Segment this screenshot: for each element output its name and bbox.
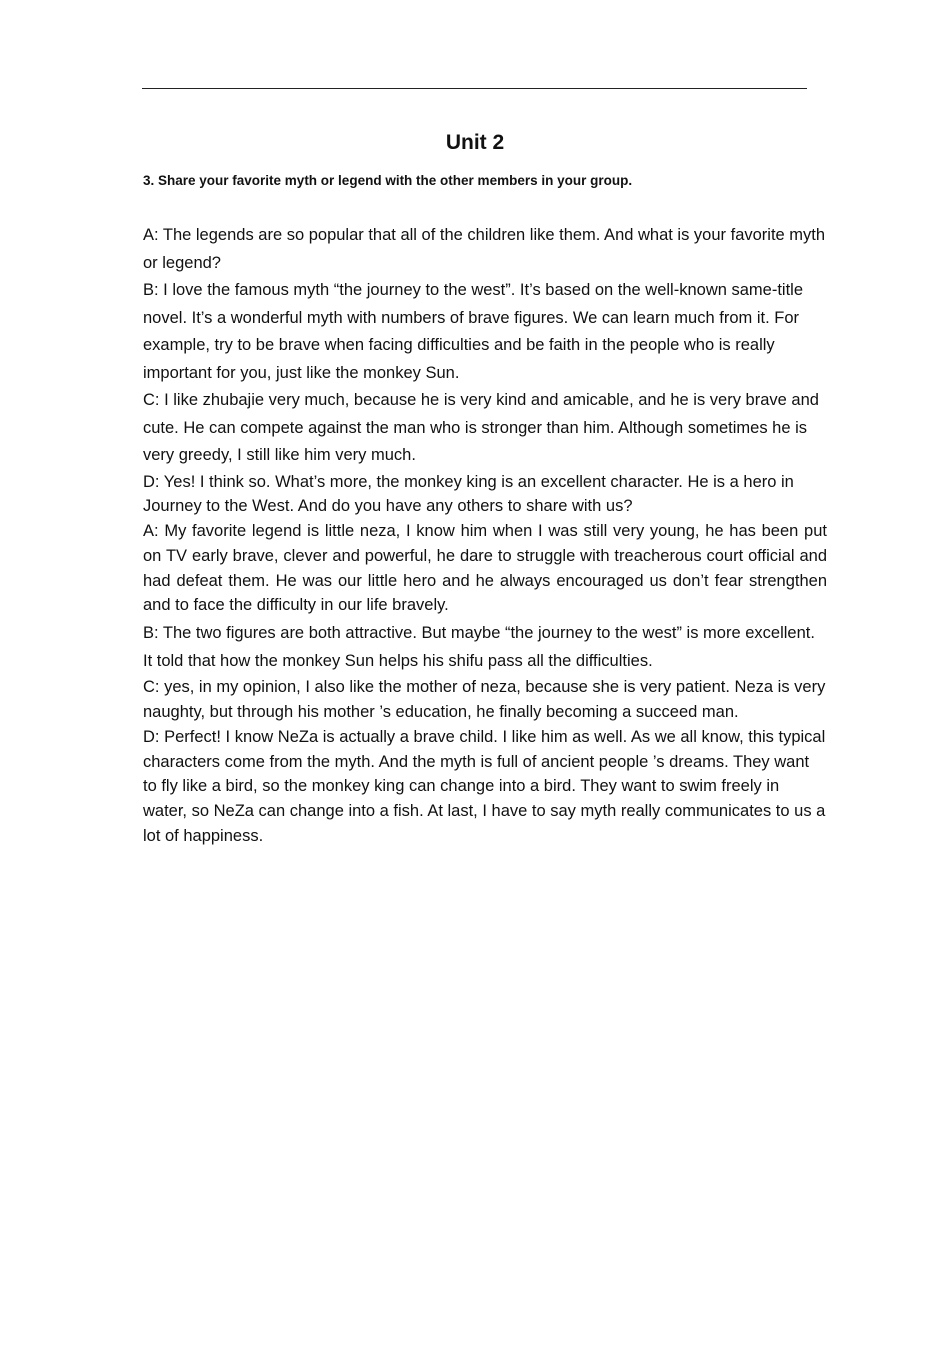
- dialogue-line-d2: D: Perfect! I know NeZa is actually a brave child. I like him as well. As we all know, this typical characters come from the myth. And the myth is full of ancient people ’s dreams. They want to fly like a bird, so the monkey king can change into a bird. They want to swim freely in water, so NeZa can change into a fish. At last, I have to say myth really communicates to us a lot of happiness.: [143, 727, 826, 846]
- dialogue-line-a1: A: The legends are so popular that all of the children like them. And what is your favorite myth or legend?: [143, 226, 826, 272]
- dialogue-line-b2: B: The two figures are both attractive. But maybe “the journey to the west” is more excellent. It told that how the monkey Sun helps his shifu pass all the difficulties.: [143, 624, 815, 670]
- dialogue-line-b1: B: I love the famous myth “the journey to the west”. It’s based on the well-known same-title novel. It’s a wonderful myth with numbers of brave figures. We can learn much from it. For example, try to be brave when facing difficulties and be faith in the people who is really important for you, just like the monkey Sun.: [143, 281, 804, 382]
- page-title: Unit 2: [445, 131, 505, 154]
- dialogue-body: [143, 222, 827, 849]
- dialogue-line-c2: C: yes, in my opinion, I also like the mother of neza, because she is very patient. Neza is very naughty, but through his mother ’s education, he finally becoming a succeed man.: [143, 678, 826, 722]
- exercise-instruction: 3. Share your favorite myth or legend with the other members in your group.: [143, 173, 633, 188]
- dialogue-line-d1: D: Yes! I think so. What’s more, the monkey king is an excellent character. He is a hero in Journey to the West. And do you have any others to share with us?: [143, 472, 794, 516]
- dialogue-line-c1: C: I like zhubajie very much, because he is very kind and amicable, and he is very brave and cute. He can compete against the man who is stronger than him. Although sometimes he is very greedy, I still like him very much.: [143, 391, 819, 464]
- header-rule: [142, 88, 807, 89]
- dialogue-line-a2: A: My favorite legend is little neza, I know him when I was still very young, he has been put on TV early brave, clever and powerful, he dare to struggle with treacherous court official and had defeat them. He was our little hero and he always encouraged us don’t fear strengthen and to face the difficulty in our life bravely.: [143, 522, 827, 615]
